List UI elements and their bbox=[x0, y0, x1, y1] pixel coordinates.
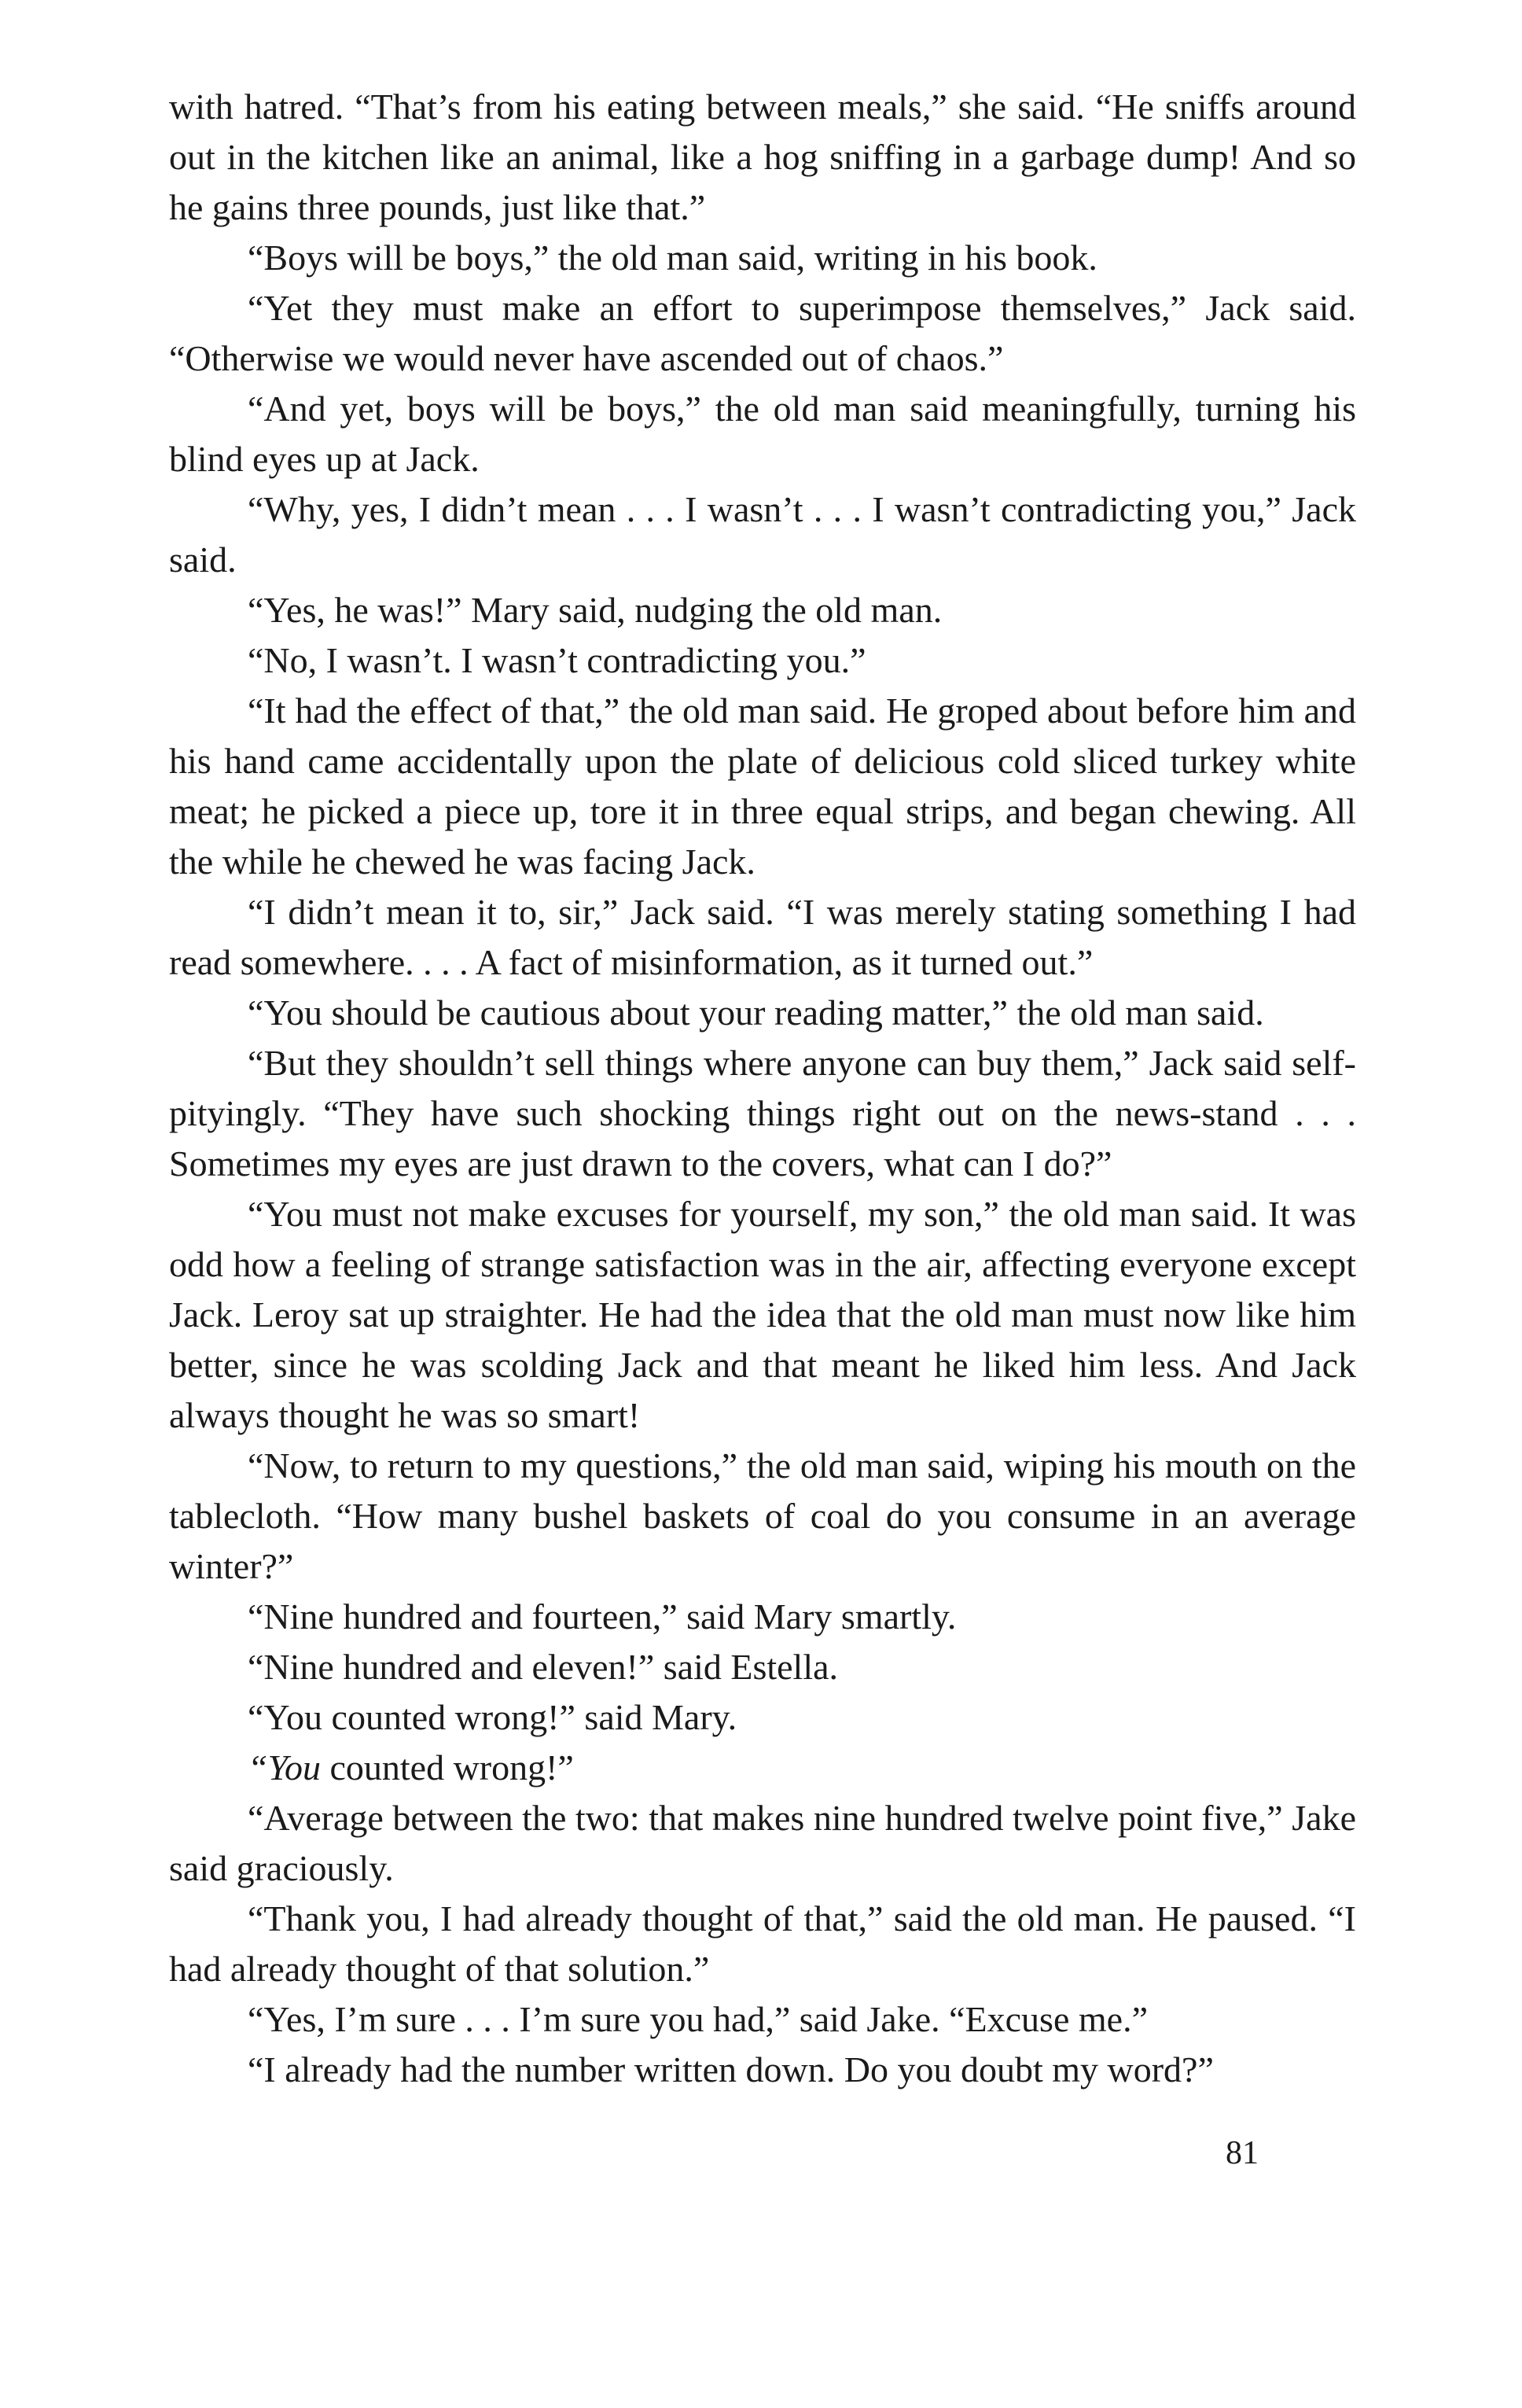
paragraph: with hatred. “That’s from his eating between meals,” she said. “He sniffs around out in the kitchen like an animal, like a hog sniffing in a garbage dump! And so he gains three pounds, just like that.” bbox=[169, 87, 1356, 227]
paragraph: “You should be cautious about your reading matter,” the old man said. bbox=[248, 992, 1264, 1033]
paragraph: “I didn’t mean it to, sir,” Jack said. “I was merely stating something I had read somewhere. . . . A fact of misinformation, as it turned out.” bbox=[169, 892, 1356, 982]
paragraph: “Nine hundred and eleven!” said Estella. bbox=[248, 1647, 839, 1687]
paragraph-rest: counted wrong!” bbox=[320, 1747, 574, 1788]
paragraph: “You must not make excuses for yourself, my son,” the old man said. It was odd how a feeling of strange satisfaction was in the air, affecting everyone except Jack. Leroy sat up straighter. He had the idea that the old man must now like him better, since he was scolding Jack and that meant he liked him less. And Jack always thought he was so smart! bbox=[169, 1194, 1356, 1435]
paragraph: “Yes, he was!” Mary said, nudging the old man. bbox=[248, 590, 943, 630]
paragraph: “Nine hundred and fourteen,” said Mary smartly. bbox=[248, 1596, 957, 1637]
paragraph: “I already had the number written down. Do you doubt my word?” bbox=[248, 2049, 1214, 2090]
paragraph: “And yet, boys will be boys,” the old man said meaningfully, turning his blind eyes up at Jack. bbox=[169, 388, 1356, 479]
paragraph: “It had the effect of that,” the old man said. He groped about before him and his hand came accidentally upon the plate of delicious cold sliced turkey white meat; he picked a piece up, tore it in three equal strips, and began chewing. All the while he chewed he was facing Jack. bbox=[169, 690, 1356, 882]
paragraph: “Thank you, I had already thought of that,” said the old man. He paused. “I had already thought of that solution.” bbox=[169, 1898, 1356, 1989]
paragraph: “Why, yes, I didn’t mean . . . I wasn’t . . . I wasn’t contradicting you,” Jack said. bbox=[169, 489, 1356, 580]
paragraph: “Yet they must make an effort to superimpose themselves,” Jack said. “Otherwise we would never have ascended out of chaos.” bbox=[169, 288, 1356, 378]
paragraph: “You counted wrong!” said Mary. bbox=[248, 1697, 737, 1737]
page-number: 81 bbox=[1226, 2135, 1259, 2171]
paragraph: “No, I wasn’t. I wasn’t contradicting you.” bbox=[248, 640, 866, 680]
paragraph: “But they shouldn’t sell things where anyone can buy them,” Jack said self-pityingly. “They have such shocking things right out on the news-stand . . . Sometimes my eyes are just drawn to the covers, what can I do?” bbox=[169, 1043, 1356, 1184]
paragraph: “Now, to return to my questions,” the old man said, wiping his mouth on the tablecloth. “How many bushel baskets of coal do you consume in an average winter?” bbox=[169, 1445, 1356, 1586]
paragraph: “Yes, I’m sure . . . I’m sure you had,” said Jake. “Excuse me.” bbox=[248, 1999, 1148, 2039]
paragraph-italic-lead bbox=[169, 1743, 1356, 1793]
paragraph: “Boys will be boys,” the old man said, writing in his book. bbox=[248, 237, 1097, 278]
paragraph: “Average between the two: that makes nine hundred twelve point five,” Jake said graciously. bbox=[169, 1798, 1356, 1888]
italic-lead: “You bbox=[248, 1747, 321, 1788]
body-text bbox=[169, 82, 1356, 2095]
